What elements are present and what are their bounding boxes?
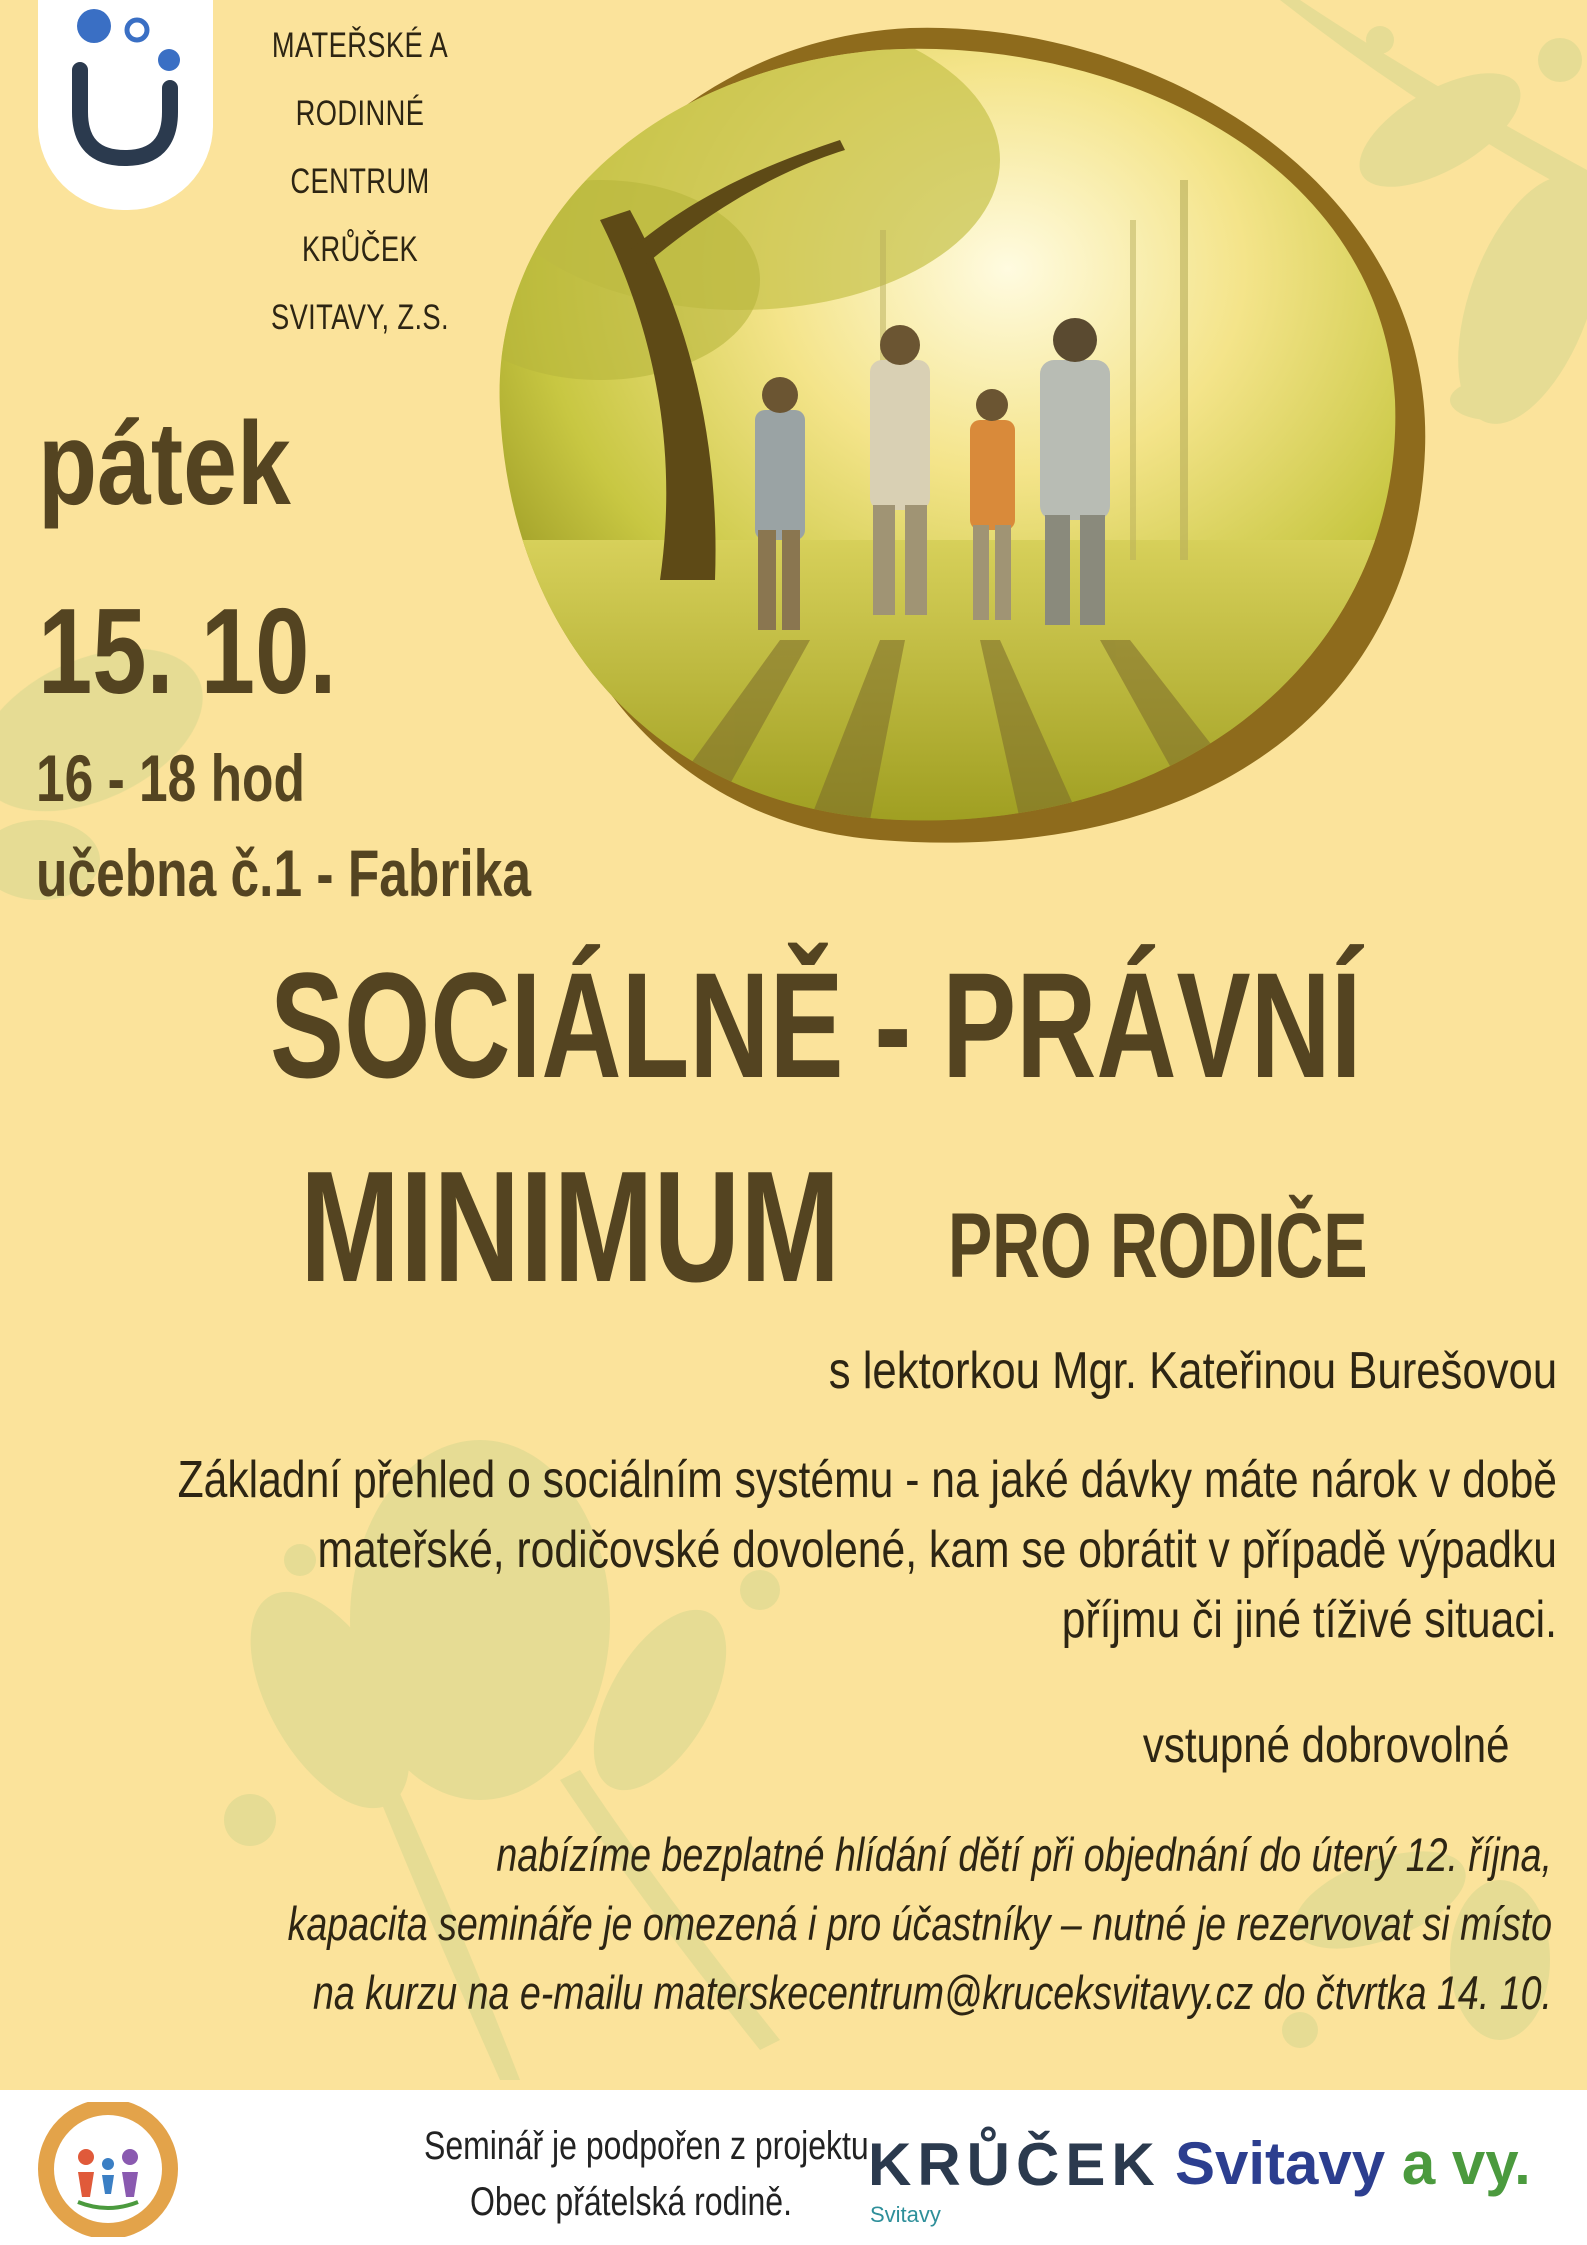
family-friendly-society-icon — [38, 2102, 178, 2237]
family-walking-photo — [480, 20, 1440, 850]
description-line: mateřské, rodičovské dovolené, kam se obrátit v případě výpadku — [317, 1521, 1557, 1579]
booking-note — [112, 1820, 1552, 2027]
support-line: Obec přátelská rodině. — [470, 2180, 792, 2224]
event-day: pátek — [38, 398, 291, 530]
svitavy-brand-word: Svitavy — [1175, 2130, 1386, 2197]
title-line-1: SOCIÁLNĚ - PRÁVNÍ — [270, 941, 1362, 1109]
event-time: 16 - 18 hod — [36, 741, 305, 815]
krucek-brand-sub: Svitavy — [870, 2202, 941, 2227]
organization-line: CENTRUM — [290, 162, 430, 201]
krucek-u-logo-icon — [38, 0, 213, 210]
footer — [0, 2090, 1587, 2245]
organization-name — [266, 12, 453, 352]
krucek-logo — [38, 0, 213, 210]
entry-fee: vstupné dobrovolné — [1142, 1717, 1509, 1773]
svitavy-brand-vy: vy. — [1451, 2130, 1531, 2197]
organization-line: RODINNÉ — [295, 94, 425, 133]
event-place: učebna č.1 - Fabrika — [36, 836, 531, 910]
krucek-brand: KRŮČEK — [868, 2131, 1161, 2198]
svitavy-brand — [1175, 2130, 1531, 2197]
description — [163, 1445, 1557, 1655]
lecturer: s lektorkou Mgr. Kateřinou Burešovou — [828, 1342, 1557, 1400]
organization-line: MATEŘSKÉ A — [271, 26, 449, 65]
organization-line: SVITAVY, Z.S. — [270, 298, 450, 337]
support-line: Seminář je podpořen z projektu — [424, 2124, 869, 2168]
description-line: Základní přehled o sociálním systému - na jaké dávky máte nárok v době — [177, 1451, 1558, 1509]
title-line-2: MINIMUM — [300, 1139, 841, 1315]
event-date: 15. 10. — [38, 583, 337, 719]
organization-line: KRŮČEK — [301, 230, 419, 269]
description-line: příjmu či jiné tíživé situaci. — [1061, 1591, 1557, 1649]
note-line: na kurzu na e-mailu materskecentrum@kruceksvitavy.cz do čtvrtka 14. 10. — [312, 1966, 1552, 2019]
family-photo-frame — [480, 20, 1440, 850]
svitavy-brand-a: a — [1401, 2130, 1436, 2197]
note-line: kapacita semináře je omezená i pro účastníky – nutné je rezervovat si místo — [287, 1897, 1553, 1950]
support-text — [424, 2118, 869, 2230]
title-line-3: PRO RODIČE — [948, 1195, 1368, 1297]
note-line: nabízíme bezplatné hlídání dětí při objednání do úterý 12. října, — [496, 1828, 1552, 1881]
